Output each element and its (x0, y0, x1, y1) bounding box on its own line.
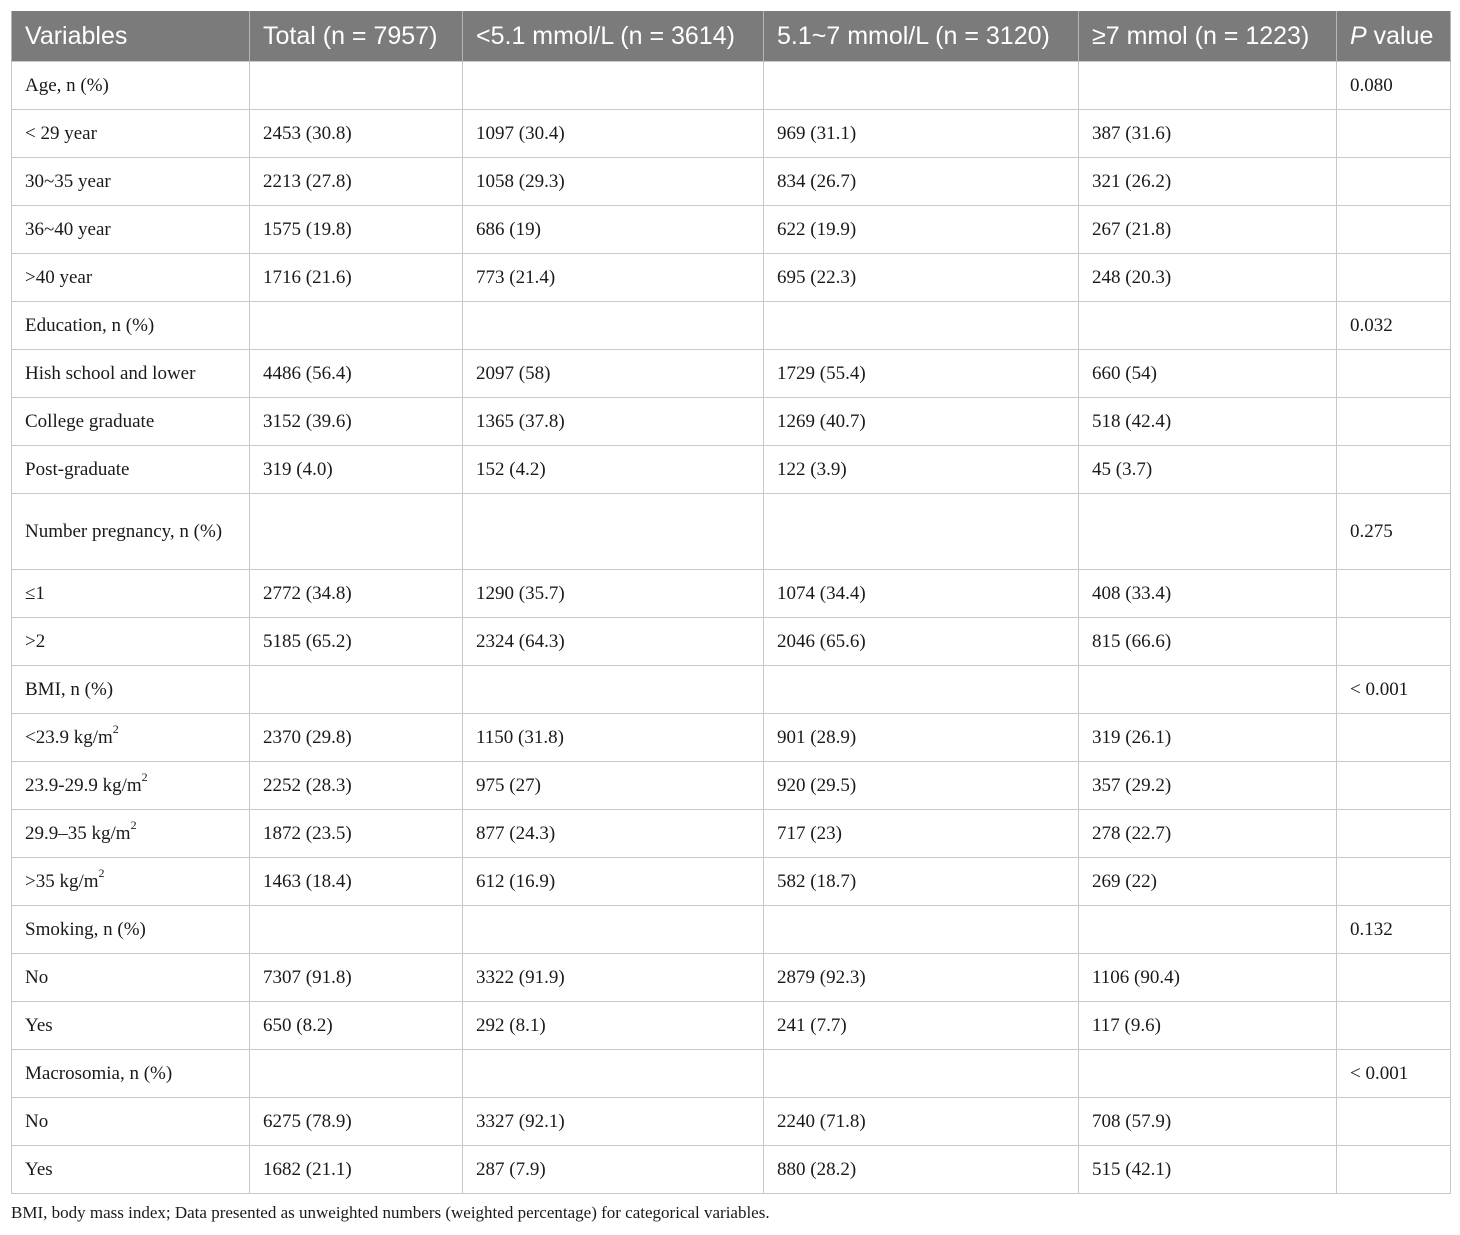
cell-group-low (463, 158, 764, 206)
header-group-high: ≥7 mmol (n = 1223) (1079, 11, 1337, 62)
cell-variable-text: 29.9–35 kg/m (25, 822, 131, 844)
cell-group-high (1079, 254, 1337, 302)
cell-variable-text: < 29 year (25, 122, 97, 144)
cell-p-value (1337, 158, 1451, 206)
table-body (12, 62, 1451, 1194)
cell-variable-text: Smoking, n (%) (25, 918, 146, 940)
cell-variable-text: <23.9 kg/m (25, 726, 113, 748)
cell-total (250, 1002, 463, 1050)
cell-total-text: 1872 (23.5) (263, 822, 352, 844)
cell-group-low (463, 906, 764, 954)
cell-group-mid (764, 398, 1079, 446)
cell-variable-text: Yes (25, 1158, 53, 1180)
cell-total-text: 2213 (27.8) (263, 170, 352, 192)
unit-superscript: 2 (141, 770, 148, 785)
cell-group-mid (764, 494, 1079, 570)
table-row (12, 158, 1451, 206)
cell-p-value (1337, 762, 1451, 810)
cell-group-mid (764, 954, 1079, 1002)
unit-superscript: 2 (98, 866, 105, 881)
cell-variable-text: >35 kg/m (25, 870, 99, 892)
cell-group-mid (764, 446, 1079, 494)
cell-group-mid (764, 1050, 1079, 1098)
cell-group-mid-text: 2240 (71.8) (777, 1110, 866, 1132)
cell-group-low-text: 152 (4.2) (476, 458, 546, 480)
cell-group-mid (764, 1098, 1079, 1146)
cell-group-low (463, 494, 764, 570)
cell-total (250, 206, 463, 254)
cell-group-low (463, 1098, 764, 1146)
cell-total-text: 650 (8.2) (263, 1014, 333, 1036)
cell-group-high-text: 269 (22) (1092, 870, 1157, 892)
cell-total-text: 1463 (18.4) (263, 870, 352, 892)
cell-group-high-text: 518 (42.4) (1092, 410, 1172, 432)
cell-group-mid-text: 901 (28.9) (777, 726, 857, 748)
cell-total-text: 2370 (29.8) (263, 726, 352, 748)
cell-group-mid (764, 158, 1079, 206)
table-row (12, 254, 1451, 302)
cell-total (250, 666, 463, 714)
cell-group-mid (764, 110, 1079, 158)
cell-group-low (463, 110, 764, 158)
cell-total-text: 3152 (39.6) (263, 410, 352, 432)
cell-p-value (1337, 350, 1451, 398)
cell-total (250, 1146, 463, 1194)
cell-group-low (463, 570, 764, 618)
cell-group-high (1079, 1050, 1337, 1098)
cell-group-mid-text: 920 (29.5) (777, 774, 857, 796)
cell-group-high (1079, 1002, 1337, 1050)
cell-variable (12, 762, 250, 810)
cell-group-high (1079, 762, 1337, 810)
cell-total-text: 2453 (30.8) (263, 122, 352, 144)
cell-p-value (1337, 618, 1451, 666)
cell-group-mid-text: 880 (28.2) (777, 1158, 857, 1180)
cell-p-value (1337, 398, 1451, 446)
cell-p-value (1337, 906, 1451, 954)
cell-p-value (1337, 62, 1451, 110)
cell-group-mid-text: 2879 (92.3) (777, 966, 866, 988)
table-row (12, 1098, 1451, 1146)
cell-variable-text: 23.9-29.9 kg/m (25, 774, 142, 796)
cell-group-high (1079, 350, 1337, 398)
cell-group-high-text: 660 (54) (1092, 362, 1157, 384)
cell-group-low (463, 714, 764, 762)
cell-total (250, 494, 463, 570)
cell-total-text: 319 (4.0) (263, 458, 333, 480)
cell-group-high-text: 117 (9.6) (1092, 1014, 1161, 1036)
cell-group-mid (764, 618, 1079, 666)
table-row (12, 1002, 1451, 1050)
cell-group-mid-text: 582 (18.7) (777, 870, 857, 892)
cell-group-mid-text: 1074 (34.4) (777, 582, 866, 604)
table-row (12, 494, 1451, 570)
cell-total (250, 1098, 463, 1146)
cell-group-low (463, 858, 764, 906)
cell-group-high-text: 321 (26.2) (1092, 170, 1172, 192)
table-row (12, 666, 1451, 714)
cell-group-low (463, 398, 764, 446)
table-row (12, 906, 1451, 954)
cell-variable (12, 254, 250, 302)
cell-group-low (463, 1146, 764, 1194)
cell-group-low (463, 254, 764, 302)
table-row (12, 62, 1451, 110)
cell-p-value (1337, 714, 1451, 762)
cell-group-low-text: 975 (27) (476, 774, 541, 796)
cell-group-low (463, 302, 764, 350)
cell-group-high (1079, 714, 1337, 762)
cell-total (250, 906, 463, 954)
cell-group-low-text: 287 (7.9) (476, 1158, 546, 1180)
cell-p-value-text: 0.032 (1350, 314, 1393, 336)
cell-p-value (1337, 570, 1451, 618)
cell-variable-text: >2 (25, 630, 46, 652)
table-row (12, 714, 1451, 762)
table-row (12, 350, 1451, 398)
cell-group-high-text: 45 (3.7) (1092, 458, 1153, 480)
cell-total (250, 954, 463, 1002)
cell-p-value (1337, 1050, 1451, 1098)
cell-group-mid (764, 906, 1079, 954)
cell-variable-text: Number pregnancy, n (%) (25, 520, 223, 542)
cell-total (250, 714, 463, 762)
table-footnote: BMI, body mass index; Data presented as unweighted numbers (weighted percentage) for categorical variables. (11, 1203, 770, 1222)
cell-group-low (463, 446, 764, 494)
cell-p-value (1337, 110, 1451, 158)
cell-total (250, 254, 463, 302)
cell-variable (12, 714, 250, 762)
cell-group-low-text: 1290 (35.7) (476, 582, 565, 604)
cell-group-low (463, 206, 764, 254)
header-group-mid: 5.1~7 mmol/L (n = 3120) (764, 11, 1079, 62)
cell-variable-text: Hish school and lower (25, 362, 196, 384)
header-group-low: <5.1 mmol/L (n = 3614) (463, 11, 764, 62)
cell-group-high (1079, 158, 1337, 206)
cell-group-low (463, 954, 764, 1002)
cell-p-value (1337, 810, 1451, 858)
header-total: Total (n = 7957) (250, 11, 463, 62)
cell-total (250, 570, 463, 618)
cell-variable (12, 350, 250, 398)
cell-group-low-text: 1150 (31.8) (476, 726, 564, 748)
cell-variable-text: 36~40 year (25, 218, 111, 240)
cell-variable-text: Education, n (%) (25, 314, 155, 336)
cell-variable-text: ≤1 (25, 582, 45, 604)
cell-group-high (1079, 206, 1337, 254)
cell-group-low-text: 3327 (92.1) (476, 1110, 565, 1132)
cell-group-low-text: 292 (8.1) (476, 1014, 546, 1036)
characteristics-table-container (11, 11, 1450, 1194)
cell-group-low (463, 1050, 764, 1098)
cell-total (250, 762, 463, 810)
cell-group-mid-text: 717 (23) (777, 822, 842, 844)
cell-variable (12, 1050, 250, 1098)
cell-group-mid (764, 1002, 1079, 1050)
cell-group-mid-text: 241 (7.7) (777, 1014, 847, 1036)
cell-group-low-text: 686 (19) (476, 218, 541, 240)
table-row (12, 954, 1451, 1002)
cell-group-mid (764, 714, 1079, 762)
cell-group-low-text: 2097 (58) (476, 362, 551, 384)
cell-total-text: 4486 (56.4) (263, 362, 352, 384)
cell-group-mid (764, 810, 1079, 858)
cell-group-high-text: 248 (20.3) (1092, 266, 1172, 288)
cell-total-text: 2772 (34.8) (263, 582, 352, 604)
cell-group-high (1079, 1146, 1337, 1194)
cell-variable (12, 1146, 250, 1194)
cell-p-value (1337, 302, 1451, 350)
cell-variable (12, 494, 250, 570)
cell-variable-text: No (25, 966, 49, 988)
cell-total (250, 858, 463, 906)
cell-group-mid-text: 1269 (40.7) (777, 410, 866, 432)
cell-group-mid (764, 350, 1079, 398)
cell-p-value (1337, 858, 1451, 906)
cell-p-value-text: < 0.001 (1350, 678, 1409, 700)
cell-total-text: 2252 (28.3) (263, 774, 352, 796)
cell-group-high (1079, 618, 1337, 666)
cell-variable (12, 906, 250, 954)
cell-group-low (463, 618, 764, 666)
cell-total (250, 158, 463, 206)
cell-p-value-text: 0.275 (1350, 520, 1393, 542)
unit-superscript: 2 (130, 818, 137, 833)
cell-p-value (1337, 666, 1451, 714)
cell-group-mid-text: 622 (19.9) (777, 218, 857, 240)
cell-group-low-text: 773 (21.4) (476, 266, 556, 288)
cell-group-low (463, 666, 764, 714)
table-row (12, 398, 1451, 446)
cell-group-low-text: 2324 (64.3) (476, 630, 565, 652)
cell-total (250, 618, 463, 666)
cell-group-low-text: 1365 (37.8) (476, 410, 565, 432)
table-row (12, 618, 1451, 666)
cell-variable (12, 62, 250, 110)
cell-variable-text: Age, n (%) (25, 74, 109, 96)
cell-total (250, 62, 463, 110)
cell-group-mid-text: 695 (22.3) (777, 266, 857, 288)
cell-variable (12, 158, 250, 206)
cell-group-high-text: 319 (26.1) (1092, 726, 1172, 748)
cell-total-text: 5185 (65.2) (263, 630, 352, 652)
cell-group-high (1079, 858, 1337, 906)
header-p-rest: value (1366, 21, 1434, 50)
cell-variable-text: 30~35 year (25, 170, 111, 192)
table-row (12, 570, 1451, 618)
table-row (12, 302, 1451, 350)
cell-group-low (463, 810, 764, 858)
cell-group-mid-text: 969 (31.1) (777, 122, 857, 144)
cell-group-mid-text: 2046 (65.6) (777, 630, 866, 652)
cell-variable (12, 570, 250, 618)
cell-group-high-text: 278 (22.7) (1092, 822, 1172, 844)
cell-p-value-text: 0.132 (1350, 918, 1393, 940)
cell-group-mid (764, 570, 1079, 618)
cell-p-value (1337, 1002, 1451, 1050)
cell-total (250, 398, 463, 446)
cell-group-mid (764, 1146, 1079, 1194)
cell-variable-text: Yes (25, 1014, 53, 1036)
table-row (12, 206, 1451, 254)
header-p-italic: P (1350, 21, 1367, 50)
cell-p-value (1337, 206, 1451, 254)
cell-total-text: 6275 (78.9) (263, 1110, 352, 1132)
cell-group-mid (764, 302, 1079, 350)
cell-group-high (1079, 810, 1337, 858)
cell-total-text: 1716 (21.6) (263, 266, 352, 288)
cell-group-low-text: 3322 (91.9) (476, 966, 565, 988)
cell-p-value (1337, 494, 1451, 570)
cell-group-high (1079, 954, 1337, 1002)
cell-group-high (1079, 446, 1337, 494)
cell-p-value-text: < 0.001 (1350, 1062, 1409, 1084)
cell-variable-text: Post-graduate (25, 458, 130, 480)
unit-superscript: 2 (112, 722, 119, 737)
cell-p-value (1337, 954, 1451, 1002)
table-row (12, 810, 1451, 858)
cell-group-low-text: 612 (16.9) (476, 870, 556, 892)
characteristics-table (11, 11, 1451, 1194)
cell-group-high-text: 357 (29.2) (1092, 774, 1172, 796)
cell-group-low-text: 1097 (30.4) (476, 122, 565, 144)
cell-variable-text: BMI, n (%) (25, 678, 114, 700)
cell-variable (12, 446, 250, 494)
cell-group-high (1079, 666, 1337, 714)
cell-group-mid (764, 666, 1079, 714)
cell-variable (12, 1098, 250, 1146)
cell-variable-text: >40 year (25, 266, 93, 288)
cell-variable-text: No (25, 1110, 49, 1132)
table-row (12, 762, 1451, 810)
header-row (12, 11, 1451, 62)
cell-variable-text: Macrosomia, n (%) (25, 1062, 173, 1084)
table-row (12, 1146, 1451, 1194)
cell-group-mid-text: 122 (3.9) (777, 458, 847, 480)
cell-variable (12, 302, 250, 350)
table-row (12, 858, 1451, 906)
cell-group-low-text: 877 (24.3) (476, 822, 556, 844)
cell-variable (12, 810, 250, 858)
cell-p-value (1337, 446, 1451, 494)
cell-group-high-text: 387 (31.6) (1092, 122, 1172, 144)
table-row (12, 446, 1451, 494)
cell-group-low-text: 1058 (29.3) (476, 170, 565, 192)
cell-p-value-text: 0.080 (1350, 74, 1393, 96)
cell-group-low (463, 762, 764, 810)
cell-group-mid-text: 834 (26.7) (777, 170, 857, 192)
cell-group-low (463, 1002, 764, 1050)
cell-variable (12, 666, 250, 714)
cell-group-high (1079, 570, 1337, 618)
cell-total-text: 1682 (21.1) (263, 1158, 352, 1180)
cell-group-mid (764, 762, 1079, 810)
cell-group-high (1079, 398, 1337, 446)
cell-group-low (463, 350, 764, 398)
cell-group-mid-text: 1729 (55.4) (777, 362, 866, 384)
cell-variable-text: College graduate (25, 410, 155, 432)
cell-group-high (1079, 302, 1337, 350)
cell-group-high (1079, 1098, 1337, 1146)
cell-total (250, 446, 463, 494)
cell-total-text: 1575 (19.8) (263, 218, 352, 240)
cell-group-high-text: 408 (33.4) (1092, 582, 1172, 604)
cell-group-low (463, 62, 764, 110)
cell-group-high (1079, 906, 1337, 954)
cell-group-high-text: 515 (42.1) (1092, 1158, 1172, 1180)
cell-total (250, 110, 463, 158)
cell-p-value (1337, 1098, 1451, 1146)
cell-group-high (1079, 62, 1337, 110)
cell-p-value (1337, 254, 1451, 302)
cell-group-mid (764, 858, 1079, 906)
cell-group-mid (764, 206, 1079, 254)
cell-group-high-text: 815 (66.6) (1092, 630, 1172, 652)
cell-group-mid (764, 254, 1079, 302)
cell-variable (12, 110, 250, 158)
cell-variable (12, 1002, 250, 1050)
cell-total (250, 302, 463, 350)
cell-variable (12, 954, 250, 1002)
cell-variable (12, 858, 250, 906)
cell-group-high (1079, 494, 1337, 570)
cell-variable (12, 398, 250, 446)
table-header (12, 11, 1451, 62)
table-row (12, 1050, 1451, 1098)
cell-total (250, 1050, 463, 1098)
table-row (12, 110, 1451, 158)
cell-group-mid (764, 62, 1079, 110)
cell-total-text: 7307 (91.8) (263, 966, 352, 988)
cell-p-value (1337, 1146, 1451, 1194)
header-variables: Variables (12, 11, 250, 62)
header-p-value (1337, 11, 1451, 62)
cell-variable (12, 206, 250, 254)
cell-total (250, 810, 463, 858)
cell-variable (12, 618, 250, 666)
cell-group-high-text: 1106 (90.4) (1092, 966, 1180, 988)
cell-total (250, 350, 463, 398)
cell-group-high (1079, 110, 1337, 158)
cell-group-high-text: 267 (21.8) (1092, 218, 1172, 240)
cell-group-high-text: 708 (57.9) (1092, 1110, 1172, 1132)
